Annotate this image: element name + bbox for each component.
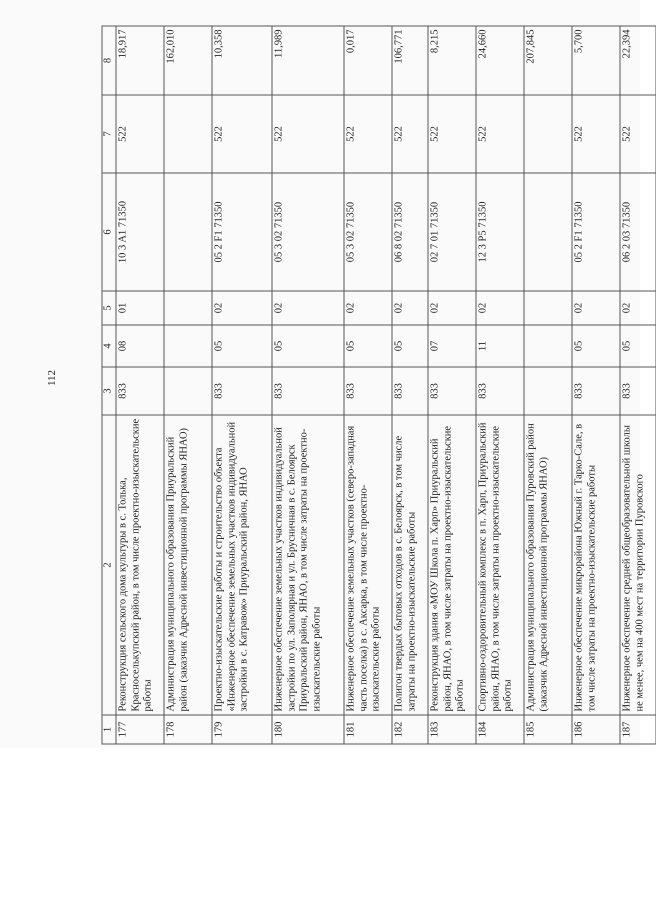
col-3-value: 833: [619, 367, 655, 415]
object-name: Инженерное обеспечение микрорайона Южный г. Тарко-Сале, в том числе затраты на проектно-изыскательские работы: [571, 415, 619, 715]
col-5-value: 02: [427, 291, 475, 325]
col-6-value: [163, 173, 211, 291]
page-number: 112: [46, 369, 58, 387]
amount-value: 11,989: [271, 26, 343, 95]
col-4-value: 05: [271, 325, 343, 367]
budget-table-rotated: [101, 26, 645, 744]
amount-value: 207,845: [523, 26, 571, 95]
col-3-value: 833: [391, 367, 427, 415]
col-7-value: 522: [115, 95, 163, 173]
col-5-value: 02: [343, 291, 391, 325]
col-4-value: 05: [391, 325, 427, 367]
col-3-value: 833: [571, 367, 619, 415]
amount-value: 18,917: [115, 26, 163, 95]
amount-value: 162,010: [163, 26, 211, 95]
col-6-value: 10 3 A1 71350: [115, 173, 163, 291]
header-cell: 4: [102, 325, 116, 367]
object-name: Реконструкция сельского дома культуры в с. Толька, Красноселькупский район, в том числе проектно-изыскательские работы: [115, 415, 163, 715]
col-5-value: 02: [619, 291, 655, 325]
table-row: [475, 26, 523, 744]
col-3-value: 833: [475, 367, 523, 415]
object-name: Проектно-изыскательские работы и строительство объекта «Инженерное обеспечение земельных участков индивидуальной застройки в с. Катравож» Приуральский район, ЯНАО: [211, 415, 271, 715]
col-5-value: 01: [115, 291, 163, 325]
col-6-value: 05 3 02 71350: [343, 173, 391, 291]
col-7-value: 522: [343, 95, 391, 173]
table-row: [571, 26, 619, 744]
col-7-value: [163, 95, 211, 173]
col-5-value: [523, 291, 571, 325]
page-bottom-margin: [0, 748, 640, 905]
table-header-row: [102, 26, 116, 744]
col-4-value: 07: [427, 325, 475, 367]
col-6-value: 06 8 02 71350: [391, 173, 427, 291]
table-row: [391, 26, 427, 744]
col-6-value: 05 3 02 71350: [271, 173, 343, 291]
object-name: Инженерное обеспечение земельных участков индивидуальной застройки по ул. Заполярная и ул. Брусничная в с. Белоярск Приуральский район, ЯНАО, в том числе затраты на проектно-изыскательские работы: [271, 415, 343, 715]
object-name: Полигон твердых бытовых отходов в с. Белоярск, в том числе затраты на проектно-изыскательские работы: [391, 415, 427, 715]
col-7-value: 522: [571, 95, 619, 173]
col-5-value: 02: [271, 291, 343, 325]
row-number: 186: [571, 715, 619, 744]
header-cell: 8: [102, 26, 116, 95]
col-5-value: 02: [211, 291, 271, 325]
row-number: 183: [427, 715, 475, 744]
col-3-value: 833: [271, 367, 343, 415]
col-3-value: 833: [115, 367, 163, 415]
header-cell: 2: [102, 415, 116, 715]
col-4-value: 11: [475, 325, 523, 367]
col-5-value: 02: [391, 291, 427, 325]
amount-value: 5,700: [571, 26, 619, 95]
col-5-value: 02: [571, 291, 619, 325]
col-7-value: 522: [271, 95, 343, 173]
col-4-value: 05: [343, 325, 391, 367]
col-7-value: 522: [391, 95, 427, 173]
amount-value: 24,660: [475, 26, 523, 95]
table-row: [343, 26, 391, 744]
table-body: [102, 26, 656, 744]
col-6-value: 05 2 F1 71350: [571, 173, 619, 291]
col-5-value: [163, 291, 211, 325]
col-4-value: [163, 325, 211, 367]
col-6-value: 06 2 03 71350: [619, 173, 655, 291]
col-7-value: 522: [211, 95, 271, 173]
amount-value: 10,358: [211, 26, 271, 95]
table-row: [427, 26, 475, 744]
col-7-value: 522: [475, 95, 523, 173]
col-3-value: 833: [427, 367, 475, 415]
row-number: 179: [211, 715, 271, 744]
row-number: 180: [271, 715, 343, 744]
col-4-value: 08: [115, 325, 163, 367]
amount-value: 0,017: [343, 26, 391, 95]
col-6-value: 12 3 P5 71350: [475, 173, 523, 291]
object-name: Инженерное обеспечение земельных участков (северо-западная часть поселка) в с. Аксарка, в том числе проектно-изыскательские работы: [343, 415, 391, 715]
header-cell: 6: [102, 173, 116, 291]
col-7-value: [523, 95, 571, 173]
table-row: [211, 26, 271, 744]
table-row: [523, 26, 571, 744]
row-number: 181: [343, 715, 391, 744]
col-4-value: [523, 325, 571, 367]
row-number: 177: [115, 715, 163, 744]
header-cell: 1: [102, 715, 116, 744]
object-name: Реконструкция здания «МОУ Школа п. Харп» Приуральский район, ЯНАО, в том числе затраты на проектно-изыскательские работы: [427, 415, 475, 715]
budget-table: [101, 25, 656, 744]
header-cell: 7: [102, 95, 116, 173]
header-cell: 3: [102, 367, 116, 415]
row-number: 184: [475, 715, 523, 744]
col-3-value: [163, 367, 211, 415]
row-number: 182: [391, 715, 427, 744]
col-7-value: 522: [427, 95, 475, 173]
object-name: Администрация муниципального образования Приуральский район (заказчик Адресной инвестиционной программы ЯНАО): [163, 415, 211, 715]
object-name: Инженерное обеспечение средней общеобразовательной школы не менее, чем на 400 мест на территории Пуровского: [619, 415, 655, 715]
table-row: [619, 26, 655, 744]
col-6-value: 02 7 01 71350: [427, 173, 475, 291]
col-6-value: 05 2 F1 71350: [211, 173, 271, 291]
col-6-value: [523, 173, 571, 291]
col-4-value: 05: [571, 325, 619, 367]
amount-value: 106,771: [391, 26, 427, 95]
table-row: [271, 26, 343, 744]
object-name: Администрация муниципального образования Пуровский район (заказчик Адресной инвестиционной программы ЯНАО): [523, 415, 571, 715]
col-7-value: 522: [619, 95, 655, 173]
amount-value: 8,215: [427, 26, 475, 95]
row-number: 178: [163, 715, 211, 744]
col-5-value: 02: [475, 291, 523, 325]
col-4-value: 05: [619, 325, 655, 367]
col-3-value: [523, 367, 571, 415]
object-name: Спортивно-оздоровительный комплекс в п. Харп, Приуральский район, ЯНАО, в том числе затраты на проектно-изыскательские работы: [475, 415, 523, 715]
col-4-value: 05: [211, 325, 271, 367]
col-3-value: 833: [343, 367, 391, 415]
row-number: 187: [619, 715, 655, 744]
table-row: [115, 26, 163, 744]
amount-value: 22,394: [619, 26, 655, 95]
table-row: [163, 26, 211, 744]
col-3-value: 833: [211, 367, 271, 415]
row-number: 185: [523, 715, 571, 744]
header-cell: 5: [102, 291, 116, 325]
